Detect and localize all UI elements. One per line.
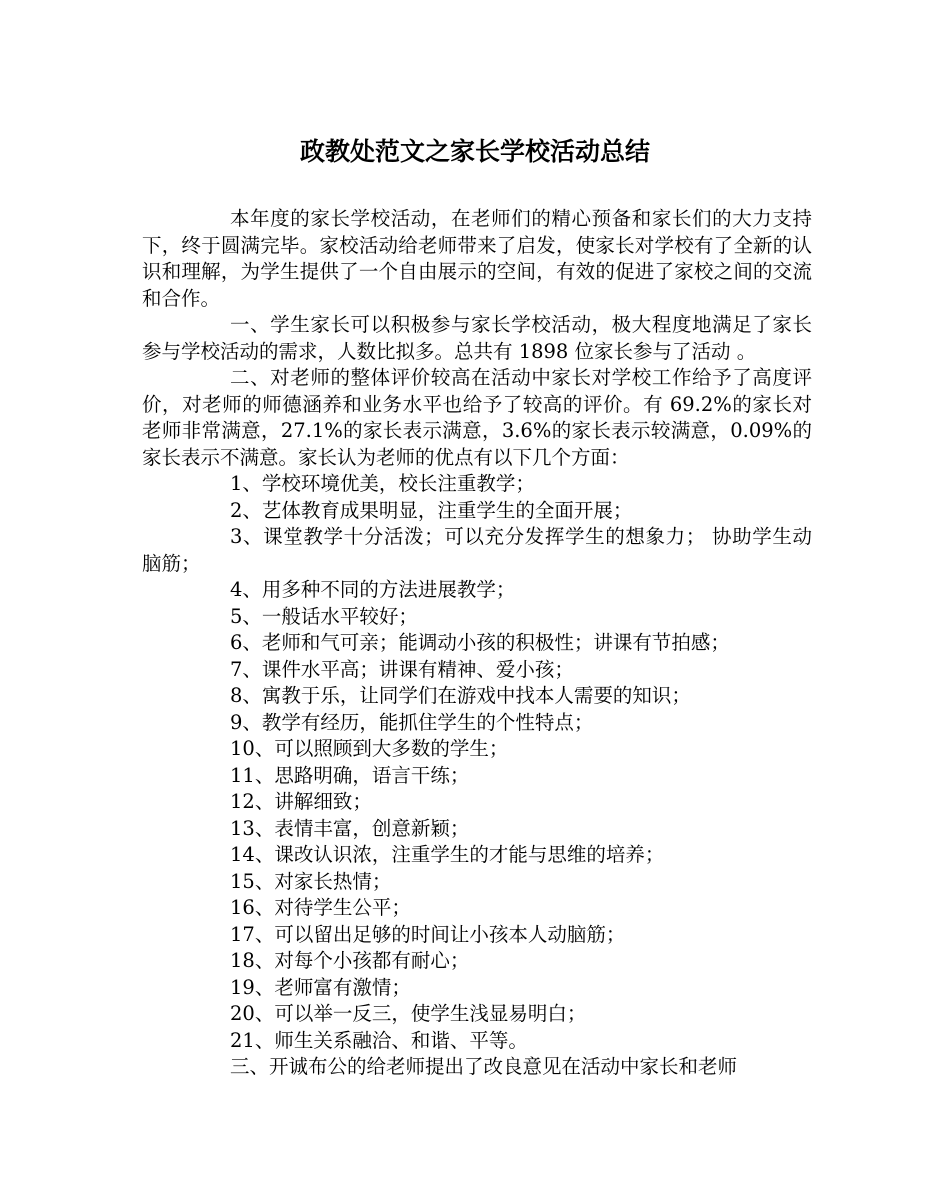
list-item: 3、课堂教学十分活泼；可以充分发挥学生的想象力； 协助学生动脑筋； [142,525,812,575]
list-item: 8、寓教于乐，让同学们在游戏中找本人需要的知识； [230,684,691,707]
list-item: 2、艺体教育成果明显，注重学生的全面开展； [230,498,633,522]
section-2-paragraph: 二、对老师的整体评价较高在活动中家长对学校工作给予了高度评价，对老师的师德涵养和业务水平也给予了较高的评价。有 69.2%的家长对老师非常满意，27.1%的家长表示满意，3.6%的家长表示较满意，0.09%的家长表示不满意。家长认为老师的优点有以下几个方面： [142,366,812,469]
list-item: 18、对每个小孩都有耐心； [230,949,470,972]
list-item: 5、一般话水平较好； [230,604,418,628]
list-item: 17、可以留出足够的时间让小孩本人动脑筋； [230,922,626,946]
list-item: 11、思路明确，语言干练； [230,763,470,787]
intro-paragraph: 本年度的家长学校活动，在老师们的精心预备和家长们的大力支持下，终于圆满完毕。家校活动给老师带来了启发，使家长对学校有了全新的认识和理解，为学生提供了一个自由展示的空间，有效的促进了家校之间的交流和合作。 [142,207,812,310]
section-1-paragraph: 一、学生家长可以积极参与家长学校活动，极大程度地满足了家长参与学校活动的需求，人数比拟多。总共有 1898 位家长参与了活动 。 [142,313,812,363]
list-item: 15、对家长热情； [230,869,392,893]
list-item: 13、表情丰富，创意新颖； [230,816,470,840]
list-item: 1、学校环境优美，校长注重教学； [230,472,535,495]
list-item: 20、可以举一反三，使学生浅显易明白； [230,1002,587,1025]
list-item: 6、老师和气可亲；能调动小孩的积极性；讲课有节拍感； [230,631,730,654]
document-title: 政教处范文之家长学校活动总结 [299,137,650,166]
list-item: 16、对待学生公平； [230,896,411,919]
list-item: 19、老师富有激情； [230,975,411,999]
section-3-paragraph: 三、开诚布公的给老师提出了改良意见在活动中家长和老师 [230,1055,738,1078]
list-item: 14、课改认识浓，注重学生的才能与思维的培养； [230,843,665,866]
list-item: 9、教学有经历，能抓住学生的个性特点； [230,710,594,734]
list-item: 21、师生关系融洽、和谐、平等。 [230,1028,528,1052]
list-item: 10、可以照顾到大多数的学生； [230,737,509,760]
list-item: 12、讲解细致； [230,790,372,813]
list-item: 4、用多种不同的方法进展教学； [230,578,516,601]
document-body [142,206,812,1081]
list-item: 7、课件水平高；讲课有精神、爱小孩； [230,657,574,681]
